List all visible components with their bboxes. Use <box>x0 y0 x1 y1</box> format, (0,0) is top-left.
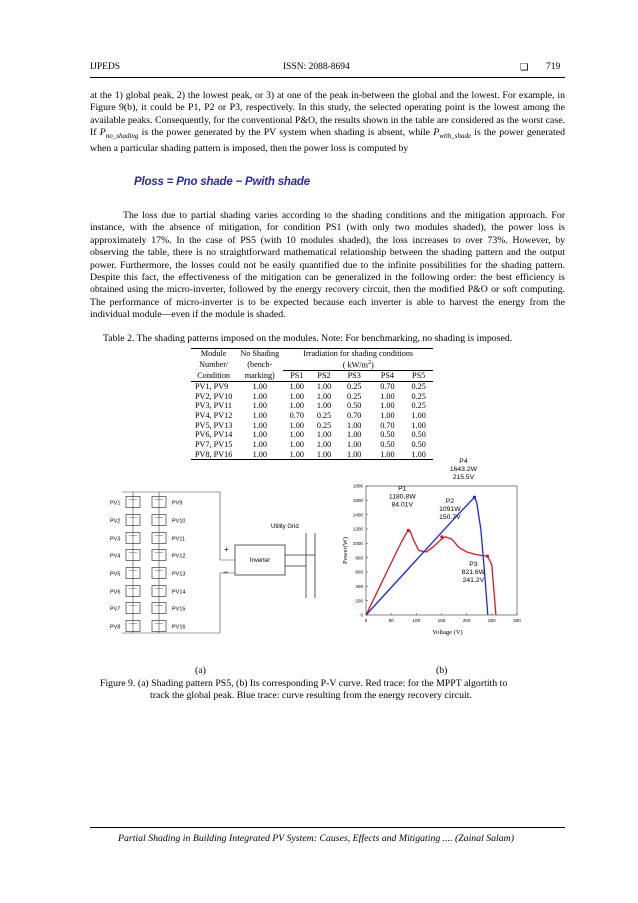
unit-sup: 2 <box>367 359 371 366</box>
figure-caption-line-2: track the global peak. Blue trace: curve resulting from the energy recovery circuit. <box>150 690 472 702</box>
figure-label-a: (a) <box>195 665 206 676</box>
pv-label: PV12 <box>172 553 186 560</box>
row-label: PV5, PV13 <box>195 420 233 430</box>
table-cell: 1.00 <box>310 381 337 391</box>
th-ps2: PS2 <box>317 371 331 381</box>
pv-label: PV7 <box>110 606 121 613</box>
th-ps1: PS1 <box>290 371 304 381</box>
pv-label: PV8 <box>110 624 121 631</box>
paragraph-1-text-b: is the power generated by the PV system when shading is absent, while <box>138 127 434 139</box>
y-axis-label: Power(W) <box>342 536 349 565</box>
row-label: PV7, PV15 <box>195 440 233 450</box>
row-label: PV4, PV12 <box>195 410 233 420</box>
table-cell: 0.50 <box>380 430 395 440</box>
y-tick-label: 800 <box>355 555 363 561</box>
y-tick-label: 400 <box>355 583 363 589</box>
table-caption: Table 2. The shading patterns imposed on the modules. Note: For benchmarking, no shading is imposed. <box>103 333 513 344</box>
y-tick-label: 200 <box>355 598 363 604</box>
table-cell: 1.00 <box>347 430 362 440</box>
table-cell: 0.25 <box>411 391 426 401</box>
peak-annotation: 821.6W <box>461 569 486 577</box>
table-cell: 1.00 <box>371 450 404 460</box>
peak-annotation: 215.5V <box>452 474 475 482</box>
table-cell: 1.00 <box>252 391 267 401</box>
table-cell: 1.00 <box>310 450 337 460</box>
table-cell: 0.25 <box>338 381 371 391</box>
table-cell: 1.00 <box>380 401 395 411</box>
table-cell: 1.00 <box>316 401 332 411</box>
row-label: PV2, PV10 <box>195 391 233 401</box>
table-cell: 1.00 <box>347 420 362 430</box>
table-cell: 1.00 <box>289 440 304 450</box>
x-tick-label: 50 <box>388 618 394 623</box>
y-tick-label: 1400 <box>352 512 363 518</box>
th-noshade-3: marking) <box>244 370 275 380</box>
checkbox-icon: ❏ <box>520 63 529 73</box>
pv-label: PV3 <box>110 536 121 543</box>
plus-sign: + <box>224 545 229 554</box>
figure-label-b: (b) <box>436 665 448 676</box>
table-cell: 1.00 <box>236 450 283 460</box>
x-tick-label: 300 <box>513 618 521 623</box>
pv-label: PV4 <box>110 553 121 560</box>
table-cell: 1.00 <box>252 440 267 450</box>
unit-close: ) <box>370 360 374 370</box>
table-cell: 1.00 <box>411 420 426 430</box>
th-ps3: PS3 <box>347 371 361 381</box>
th-ps4: PS4 <box>380 371 395 381</box>
peak-annotation: 150.7V <box>439 513 461 521</box>
table-cell: 1.00 <box>283 450 310 460</box>
pv-chart <box>342 458 521 636</box>
peak-marker <box>486 555 489 558</box>
footer-rule <box>90 827 565 828</box>
table-cell: 1.00 <box>316 440 332 450</box>
peak-marker <box>407 529 410 532</box>
peak-marker <box>473 496 476 499</box>
table-cell: 1.00 <box>289 430 304 440</box>
footer-text: Partial Shading in Building Integrated PV System: Causes, Effects and Mitigating .... (Zainal Salam) <box>118 833 515 844</box>
peak-annotation: 1180.8W <box>388 493 416 501</box>
table-cell: 1.00 <box>411 410 426 420</box>
th-module-3: Condition <box>197 370 231 380</box>
peak-annotation: 1091W <box>439 505 461 513</box>
paragraph-1-text-a: at the 1) global peak, 2) the lowest peak, or 3) at one of the peak in-between the global and the lowest. For example, in Figure 9(b), it could be P1, P2 or P3, respectively. In this study, the selected operating point is the lowest among the available peaks. Consequently, for the conventional P&O, the results shown in the table are considered as the worst case. If <box>90 90 565 139</box>
pv-label: PV16 <box>172 624 186 631</box>
pv-label: PV9 <box>172 500 183 507</box>
th-module-1: Module <box>191 349 236 359</box>
peak-annotation: 1643.2W <box>449 466 478 474</box>
pv-label: PV15 <box>172 606 186 613</box>
table-cell: 0.70 <box>347 410 362 420</box>
pv-label: PV14 <box>172 589 186 596</box>
var-p-with-shade: P <box>433 127 440 139</box>
peak-annotation: P3 <box>469 561 478 569</box>
x-tick-label: 100 <box>412 618 421 623</box>
pv-label: PV10 <box>172 518 186 525</box>
paragraph-1-text-c: is the power generated when a particular shading pattern is imposed, then the power loss is computed by <box>90 127 565 154</box>
table-cell: 1.00 <box>316 391 332 401</box>
table-cell: 1.00 <box>404 450 433 460</box>
table-cell: 0.50 <box>411 440 426 450</box>
x-axis-label: Voltage (V) <box>432 629 463 636</box>
table-cell: 1.00 <box>252 420 267 430</box>
table-cell: 0.70 <box>380 420 395 430</box>
peak-annotation: P2 <box>445 497 455 505</box>
th-module-2: Number/ <box>199 359 229 369</box>
th-noshade-2: (bench- <box>247 359 273 369</box>
x-tick-label: 0 <box>364 618 368 623</box>
paragraph-2: The loss due to partial shading varies according to the shading conditions and the mitigation approach. For instance, with the absence of mitigation, for condition PS1 (with only two modules shaded), the power loss is approximately 17%. In the case of PS5 (with 10 modules shaded), the loss increases to over 73%. However, by observing the table, there is no straightforward mathematical relationship between the shading pattern and the output power. Furthermore, the losses could not be easily quantified due to the infinite possibilities for the shading pattern. Despite this fact, the effectiveness of the mitigation can be generalized in the following order: the best efficiency is obtained using the micro-inverter, followed by the energy recovery circuit, then the modified P&O or soft computing. The performance of micro-inverter is to be expected because each inverter is able to harvest the energy from the individual module—even if the module is shaded. <box>90 210 565 321</box>
y-tick-label: 1000 <box>352 540 363 546</box>
issn: ISSN: 2088-8694 <box>283 62 350 72</box>
table-cell: 0.25 <box>411 401 426 411</box>
row-label: PV3, PV11 <box>195 401 233 411</box>
power-loss-formula: Ploss = Pno shade − Pwith shade <box>134 176 310 188</box>
pv-label: PV13 <box>172 571 186 578</box>
y-tick-label: 600 <box>355 569 363 575</box>
table-cell: 1.00 <box>236 381 283 391</box>
table-cell: 0.50 <box>347 401 362 411</box>
y-tick-label: 1200 <box>352 526 363 532</box>
table-cell: 0.25 <box>347 391 362 401</box>
peak-annotation: 84.01V <box>391 501 414 509</box>
table-cell: 1.00 <box>252 401 267 411</box>
th-noshade-1: No Shading <box>236 349 283 359</box>
table-cell: 1.00 <box>338 450 371 460</box>
table-cell: 0.70 <box>371 381 404 391</box>
table-cell: 1.00 <box>283 381 310 391</box>
table-cell: 1.00 <box>252 410 267 420</box>
x-tick-label: 200 <box>462 618 471 623</box>
table-cell: 1.00 <box>289 401 304 411</box>
var-p-no-shading: P <box>99 127 106 139</box>
peak-annotation: P4 <box>459 458 468 466</box>
table-cell: 1.00 <box>347 440 362 450</box>
minus-sign: − <box>223 567 229 577</box>
unit-text: ( kW/m <box>342 360 368 370</box>
x-tick-label: 250 <box>487 618 496 623</box>
peak-annotation: 241.2V <box>462 577 485 585</box>
table-cell: 0.50 <box>411 430 426 440</box>
x-tick-label: 150 <box>437 618 446 623</box>
table-cell: 0.50 <box>380 440 395 450</box>
table-cell: 0.25 <box>404 381 433 391</box>
circuit-diagram <box>110 492 315 633</box>
pv-label: PV2 <box>110 518 121 525</box>
peak-annotation: P1 <box>398 485 407 493</box>
inverter-label: Inverter <box>249 558 271 564</box>
row-label: PV8, PV16 <box>191 450 236 460</box>
peak-marker <box>440 535 443 538</box>
y-tick-label: 0 <box>360 612 363 618</box>
utility-grid-label: Utility Grid <box>271 524 299 530</box>
th-irradiation: Irradiation for shading conditions <box>283 349 433 359</box>
th-ps5: PS5 <box>412 371 426 381</box>
row-label: PV6, PV14 <box>195 430 233 440</box>
pv-label: PV11 <box>172 536 186 543</box>
pv-label: PV1 <box>110 500 121 507</box>
figure-caption <box>100 678 580 703</box>
pv-label: PV6 <box>110 589 121 596</box>
negative-wire <box>220 573 235 633</box>
table-cell: 1.00 <box>316 430 332 440</box>
journal-name: IJPEDS <box>90 62 121 72</box>
table-cell: 1.00 <box>289 391 304 401</box>
page-number: 719 <box>546 62 561 72</box>
var-sub-no-shading: no_shading <box>105 132 139 141</box>
table-cell: 1.00 <box>252 430 267 440</box>
pv-label: PV5 <box>110 571 121 578</box>
table-cell: 1.00 <box>380 391 395 401</box>
table-cell: 1.00 <box>289 420 304 430</box>
table-cell: 0.25 <box>316 410 332 420</box>
table-cell: 1.00 <box>380 410 395 420</box>
y-tick-label: 1800 <box>352 483 363 489</box>
row-label: PV1, PV9 <box>191 381 236 391</box>
table-cell: 0.25 <box>316 420 332 430</box>
y-tick-label: 1600 <box>352 497 363 503</box>
table-cell: 0.70 <box>289 410 304 420</box>
figure-caption-line-1: Figure 9. (a) Shading pattern PS5, (b) Its corresponding P-V curve. Red trace: for the MPPT algortith to <box>100 678 508 689</box>
var-sub-with-shade: with_shade <box>439 132 472 141</box>
